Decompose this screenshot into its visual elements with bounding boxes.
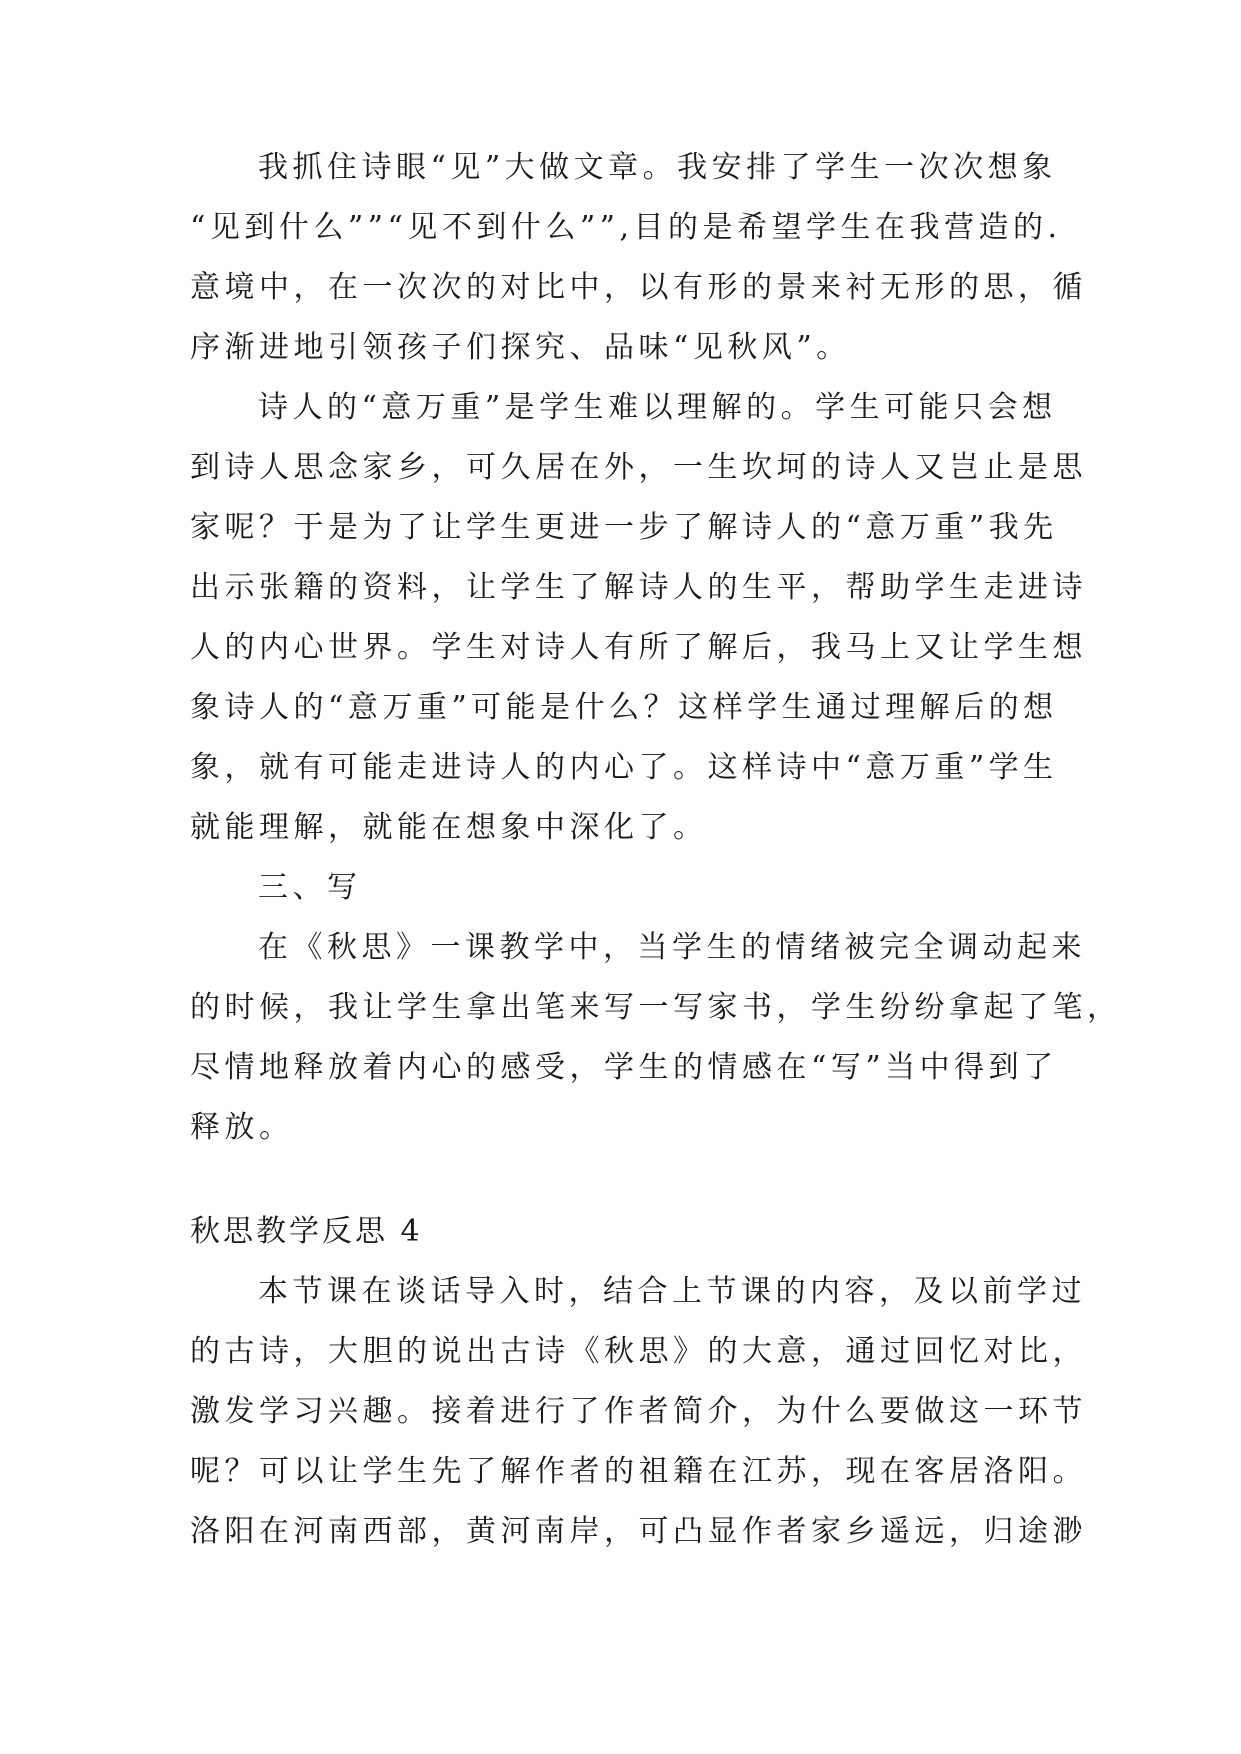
paragraph-line: 人的内心世界。学生对诗人有所了解后，我马上又让学生想 xyxy=(190,630,1087,665)
paragraph-line: 呢？可以让学生先了解作者的祖籍在江苏，现在客居洛阳。 xyxy=(190,1454,1087,1489)
paragraph-line: 的古诗，大胆的说出古诗《秋思》的大意，通过回忆对比， xyxy=(190,1334,1087,1369)
paragraph-line: 序渐进地引领孩子们探究、品味“见秋风”。 xyxy=(190,330,851,365)
paragraph-line: 在《秋思》一课教学中，当学生的情绪被完全调动起来 xyxy=(258,930,1086,965)
paragraph-line: 尽情地释放着内心的感受，学生的情感在“写”当中得到了 xyxy=(190,1050,1058,1085)
paragraph-line: 象，就有可能走进诗人的内心了。这样诗中“意万重”学生 xyxy=(190,750,1058,785)
paragraph-line: 我抓住诗眼“见”大做文章。我安排了学生一次次想象 xyxy=(258,150,1057,185)
paragraph-line: 释放。 xyxy=(190,1110,294,1145)
paragraph-line: 象诗人的“意万重”可能是什么？这样学生通过理解后的想 xyxy=(190,690,1058,725)
paragraph-line: 激发学习兴趣。接着进行了作者简介，为什么要做这一环节 xyxy=(190,1394,1087,1429)
paragraph-line: 意境中，在一次次的对比中，以有形的景来衬无形的思，循 xyxy=(190,270,1087,305)
article-title: 秋思教学反思 4 xyxy=(190,1214,423,1249)
paragraph-line: 本节课在谈话导入时，结合上节课的内容，及以前学过 xyxy=(258,1274,1086,1309)
paragraph-line: 就能理解，就能在想象中深化了。 xyxy=(190,810,708,845)
paragraph-line: “见到什么””“见不到什么””,目的是希望学生在我营造的. xyxy=(190,210,1062,245)
paragraph-line: 洛阳在河南西部，黄河南岸，可凸显作者家乡遥远，归途渺 xyxy=(190,1514,1087,1549)
paragraph-line: 诗人的“意万重”是学生难以理解的。学生可能只会想 xyxy=(258,390,1057,425)
section-heading: 三、写 xyxy=(258,870,362,905)
paragraph-line: 家呢？于是为了让学生更进一步了解诗人的“意万重”我先 xyxy=(190,510,1058,545)
paragraph-line: 的时候，我让学生拿出笔来写一写家书，学生纷纷拿起了笔， xyxy=(190,990,1122,1025)
paragraph-line: 出示张籍的资料，让学生了解诗人的生平，帮助学生走进诗 xyxy=(190,570,1087,605)
paragraph-line: 到诗人思念家乡，可久居在外，一生坎坷的诗人又岂止是思 xyxy=(190,450,1087,485)
